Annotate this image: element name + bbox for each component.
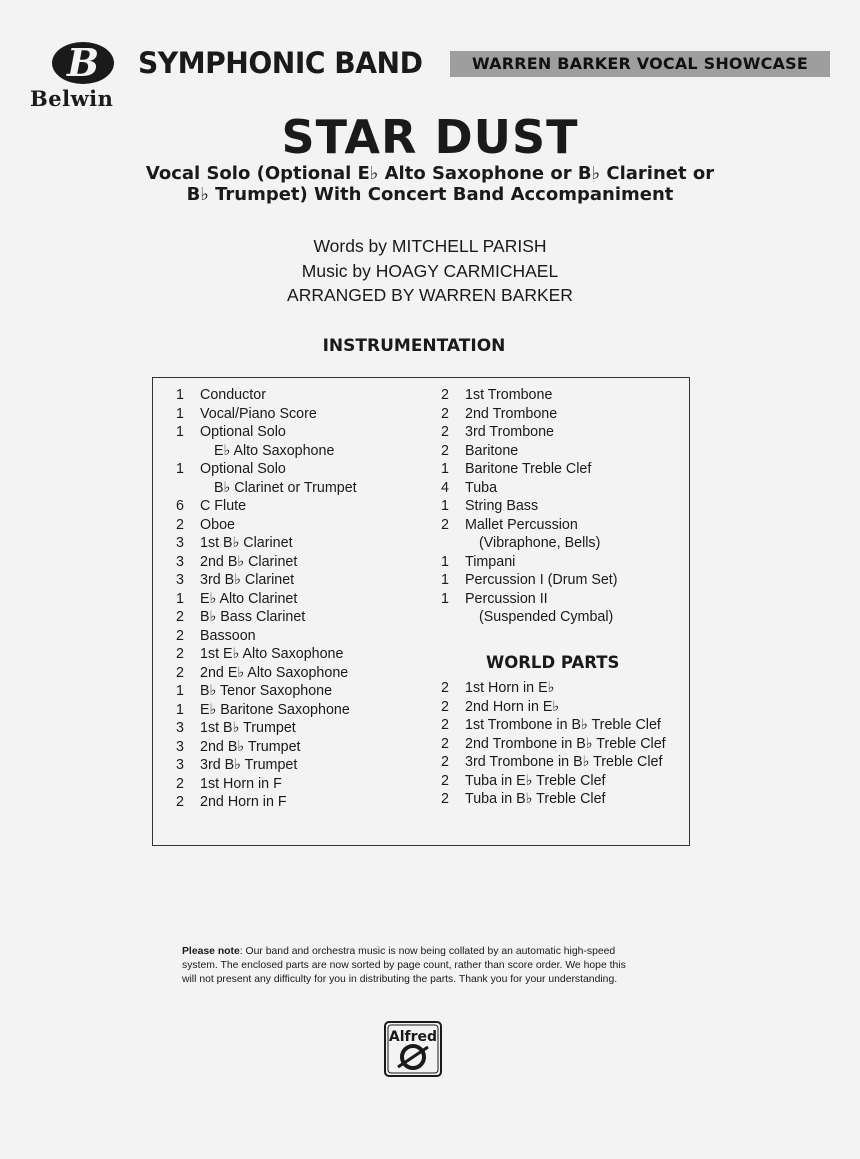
instrument-name: B♭ Tenor Saxophone: [200, 683, 333, 699]
note-label: Please note: [182, 946, 240, 957]
alfred-logo-text: Alfred: [388, 1029, 438, 1045]
instrument-name: 2nd Trombone: [465, 405, 558, 422]
instrument-quantity: 1: [441, 461, 449, 477]
instrumentation-heading: INSTRUMENTATION: [322, 336, 506, 356]
instrument-quantity: 2: [176, 794, 184, 810]
instrument-quantity: 3: [176, 553, 184, 570]
instrument-quantity: 1: [441, 572, 449, 588]
instrument-quantity: 2: [441, 754, 449, 770]
instrument-name: 1st Horn in F: [200, 775, 282, 792]
instrument-name: 1st Trombone in B♭ Treble Clef: [465, 717, 661, 733]
instrument-quantity: 3: [176, 720, 184, 736]
instrument-quantity: 2: [441, 387, 449, 403]
credit-music: Music by HOAGY CARMICHAEL: [301, 260, 559, 281]
instrument-name: B♭ Clarinet or Trumpet: [214, 479, 357, 496]
credit-words: Words by MITCHELL PARISH: [313, 236, 547, 256]
credits: [0, 234, 860, 308]
instrument-quantity: 2: [441, 516, 449, 533]
page-title: STAR DUST: [281, 110, 579, 164]
instrument-name: Optional Solo: [200, 461, 286, 477]
instrument-quantity: 1: [441, 498, 449, 514]
instrument-name: 1st E♭ Alto Saxophone: [200, 646, 344, 662]
note-line-2: system. The enclosed parts are now sorted by page count, rather than score order. We hope this: [182, 960, 626, 971]
instrument-quantity: 2: [176, 516, 184, 533]
instrument-quantity: 2: [441, 717, 449, 733]
instrument-name: Optional Solo: [200, 424, 286, 440]
please-note: [182, 945, 682, 987]
instrument-name: 1st Trombone: [465, 387, 553, 403]
belwin-logo-icon: [50, 40, 116, 86]
instrument-quantity: 2: [441, 791, 449, 807]
instrument-name: String Bass: [465, 498, 539, 514]
instrument-quantity: 1: [176, 387, 184, 403]
subtitle-line-1: Vocal Solo (Optional E♭ Alto Saxophone or B♭ Clarinet or: [145, 163, 715, 184]
instrument-quantity: 2: [441, 772, 449, 789]
world-parts-heading: WORLD PARTS: [486, 653, 620, 672]
instrument-quantity: 2: [176, 775, 184, 792]
instrument-name: 3rd B♭ Trumpet: [200, 757, 298, 773]
instrument-quantity: 6: [176, 498, 184, 514]
instrument-quantity: 2: [176, 627, 184, 644]
instrument-quantity: 2: [176, 664, 184, 681]
instrument-name: (Suspended Cymbal): [479, 609, 614, 625]
instrument-name: 1st Horn in E♭: [465, 680, 555, 696]
instrument-quantity: 1: [176, 405, 184, 422]
instrument-quantity: 2: [176, 609, 184, 625]
instrument-quantity: 2: [441, 442, 449, 459]
instrument-name: Tuba in B♭ Treble Clef: [465, 791, 606, 807]
instrument-name: Vocal/Piano Score: [200, 405, 317, 422]
instrument-quantity: 1: [176, 683, 184, 699]
instrument-name: Oboe: [200, 516, 235, 533]
instrument-quantity: 2: [176, 646, 184, 662]
subtitle: [60, 163, 800, 205]
note-line-3: will not present any difficulty for you in distributing the parts. Thank you for your understanding.: [182, 974, 618, 985]
instrument-name: Tuba in E♭ Treble Clef: [465, 772, 606, 789]
instrument-name: 2nd B♭ Trumpet: [200, 738, 301, 755]
note-line-1: : Our band and orchestra music is now being collated by an automatic high-speed: [239, 946, 616, 957]
instrument-name: Timpani: [465, 553, 516, 570]
instrument-quantity: 1: [441, 553, 449, 570]
instrument-quantity: 2: [441, 698, 449, 715]
svg-text:B: B: [66, 40, 100, 85]
instrument-name: C Flute: [200, 498, 247, 514]
instrument-quantity: 1: [176, 461, 184, 477]
instrument-name: 2nd Horn in F: [200, 794, 287, 810]
instrument-name: 1st B♭ Clarinet: [200, 535, 293, 551]
instrument-quantity: 3: [176, 738, 184, 755]
instrument-name: Conductor: [200, 387, 266, 403]
credit-arranged: ARRANGED BY WARREN BARKER: [287, 285, 573, 305]
instrument-name: Mallet Percussion: [465, 516, 578, 533]
instrument-name: 3rd Trombone in B♭ Treble Clef: [465, 754, 663, 770]
instrument-quantity: 1: [176, 424, 184, 440]
instrument-name: 3rd B♭ Clarinet: [200, 572, 295, 588]
series-title: SYMPHONIC BAND: [138, 46, 423, 80]
instrument-quantity: 2: [441, 735, 449, 752]
instrument-quantity: 1: [441, 590, 449, 607]
instrument-quantity: 3: [176, 572, 184, 588]
instrument-quantity: 4: [441, 479, 449, 496]
instrument-name: Baritone: [465, 442, 519, 459]
instrument-quantity: 1: [176, 590, 184, 607]
alfred-logo-icon: [384, 1021, 442, 1077]
instrument-name: 1st B♭ Trumpet: [200, 720, 296, 736]
instrument-name: E♭ Alto Clarinet: [200, 590, 298, 607]
instrument-name: E♭ Alto Saxophone: [214, 442, 335, 459]
instrument-name: Percussion II: [465, 590, 548, 607]
belwin-logo-text: Belwin: [30, 86, 114, 111]
instrument-quantity: 2: [441, 680, 449, 696]
instrument-quantity: 3: [176, 535, 184, 551]
subtitle-line-2: B♭ Trumpet) With Concert Band Accompaniment: [186, 184, 674, 205]
instrument-name: 3rd Trombone: [465, 424, 555, 440]
instrument-name: Percussion I (Drum Set): [465, 572, 618, 588]
instrument-quantity: 2: [441, 405, 449, 422]
instrument-quantity: 1: [176, 701, 184, 718]
instrument-name: 2nd B♭ Clarinet: [200, 553, 298, 570]
instrument-name: B♭ Bass Clarinet: [200, 609, 306, 625]
showcase-banner: WARREN BARKER VOCAL SHOWCASE: [450, 51, 830, 77]
instrument-quantity: 2: [441, 424, 449, 440]
instrument-quantity: 3: [176, 757, 184, 773]
instrument-name: E♭ Baritone Saxophone: [200, 701, 350, 718]
instrument-name: 2nd Trombone in B♭ Treble Clef: [465, 735, 666, 752]
instrument-name: Bassoon: [200, 627, 256, 644]
instrument-name: 2nd E♭ Alto Saxophone: [200, 664, 349, 681]
instrument-name: 2nd Horn in E♭: [465, 698, 560, 715]
instrument-name: Baritone Treble Clef: [465, 461, 592, 477]
instrument-name: Tuba: [465, 479, 498, 496]
instrument-name: (Vibraphone, Bells): [479, 535, 601, 551]
